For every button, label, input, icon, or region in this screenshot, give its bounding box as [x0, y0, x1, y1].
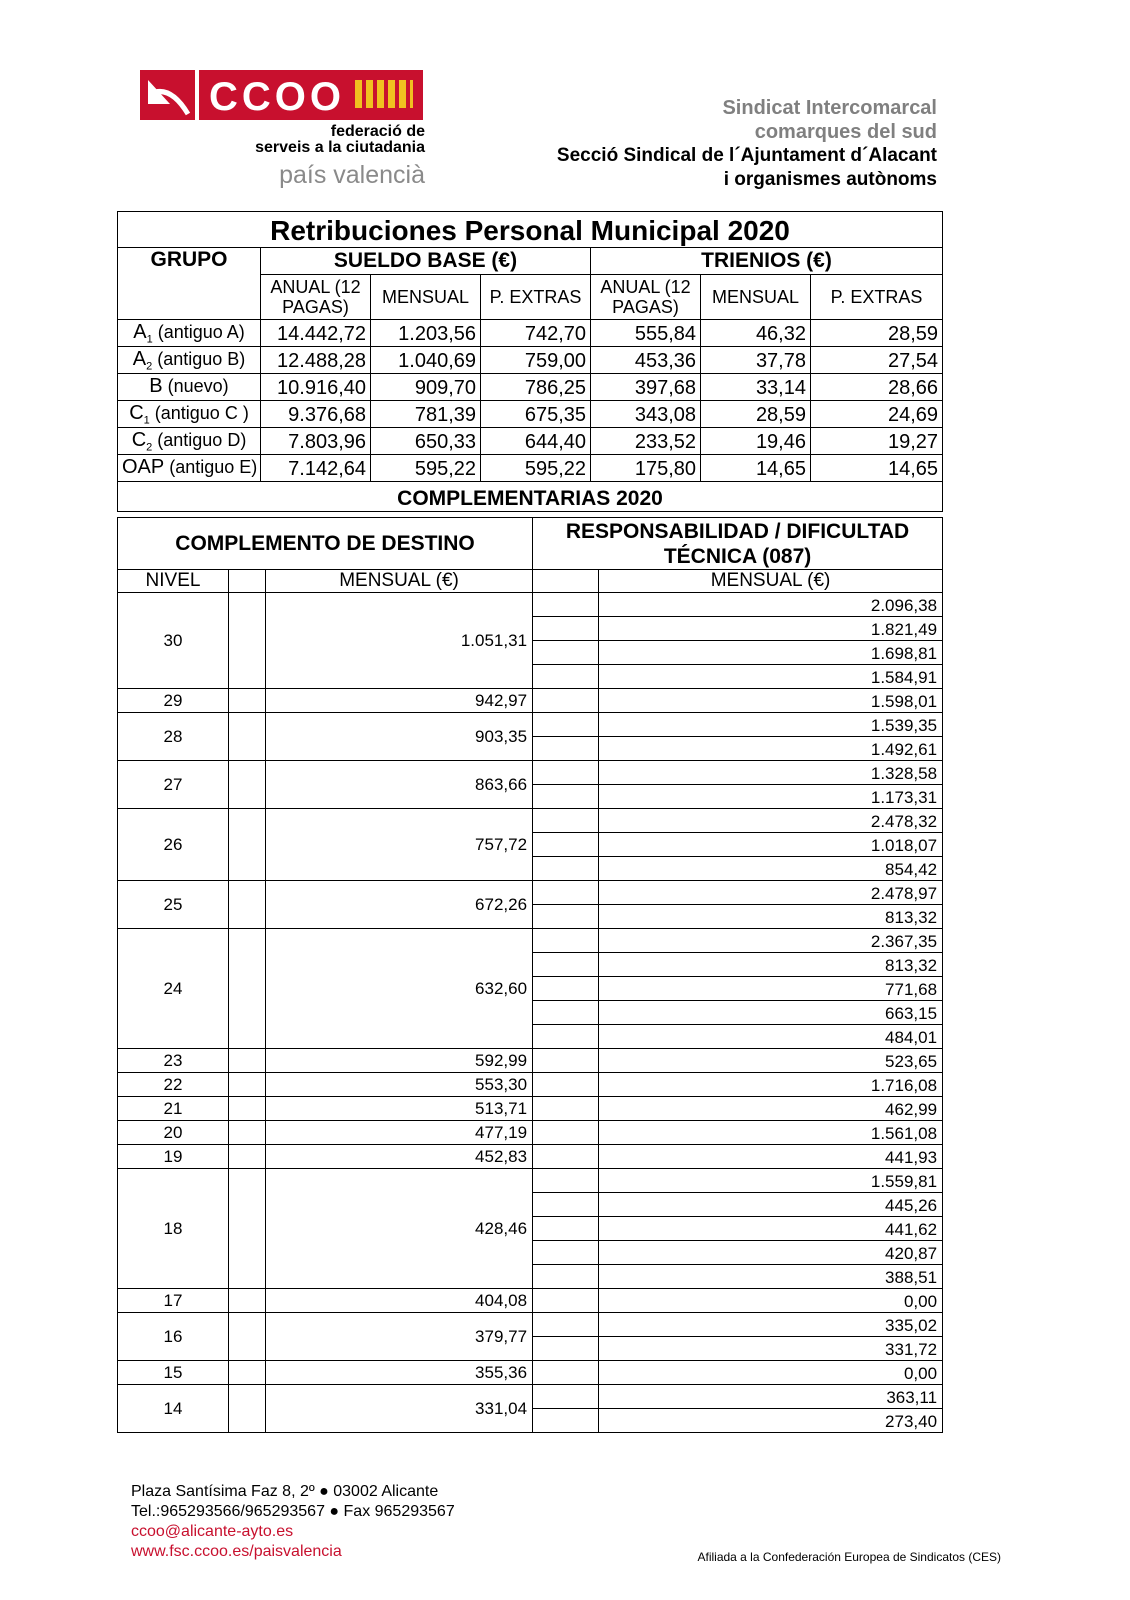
cell-s-extras: 595,22 [481, 455, 591, 482]
responsabilidad-mensual-cell: 1.698,81 [599, 641, 943, 665]
destino-mensual-cell: 553,30 [266, 1073, 533, 1097]
table-row [118, 401, 943, 428]
destino-mensual-cell: 942,97 [266, 689, 533, 713]
grupo-cell [118, 455, 261, 482]
grupo-subscript: 2 [146, 361, 153, 373]
responsabilidad-mensual-cell: 462,99 [599, 1097, 943, 1121]
cell-s-mensual: 1.203,56 [371, 320, 481, 347]
cell-s-extras: 644,40 [481, 428, 591, 455]
responsabilidad-mensual-cell: 2.096,38 [599, 593, 943, 617]
footer-affiliation: Afiliada a la Confederación Europea de Sindicatos (CES) [697, 1550, 1001, 1564]
blank-cell [533, 833, 599, 857]
cell-s-anual: 7.142,64 [261, 455, 371, 482]
responsabilidad-mensual-cell: 420,87 [599, 1241, 943, 1265]
responsabilidad-mensual-cell: 813,32 [599, 905, 943, 929]
grupo-cell [118, 347, 261, 374]
union-line3: Secció Sindical de l´Ajuntament d´Alacant [556, 145, 937, 166]
nivel-cell: 15 [118, 1361, 229, 1385]
blank-cell [229, 1097, 266, 1121]
cell-s-extras: 759,00 [481, 347, 591, 374]
blank-cell [533, 785, 599, 809]
grupo-note: (antiguo A) [152, 322, 245, 343]
union-line2: comarques del sud [754, 121, 937, 143]
responsabilidad-mensual-cell: 1.539,35 [599, 713, 943, 737]
logo-word: CCOO [209, 75, 345, 119]
blank-cell [229, 689, 266, 713]
table-row [118, 1049, 943, 1073]
blank-cell [533, 881, 599, 905]
responsabilidad-mensual-cell: 1.018,07 [599, 833, 943, 857]
sub-sueldo-extras: P. EXTRAS [481, 275, 591, 320]
cell-s-anual: 7.803,96 [261, 428, 371, 455]
responsabilidad-mensual-cell: 1.584,91 [599, 665, 943, 689]
blank-cell [229, 881, 266, 929]
cell-t-mensual: 46,32 [701, 320, 811, 347]
blank-cell [533, 713, 599, 737]
blank-cell [533, 1409, 599, 1433]
responsabilidad-mensual-cell: 1.598,01 [599, 689, 943, 713]
cell-t-extras: 14,65 [811, 455, 943, 482]
table-row [118, 761, 943, 785]
responsabilidad-mensual-cell: 1.559,81 [599, 1169, 943, 1193]
responsabilidad-mensual-cell: 335,02 [599, 1313, 943, 1337]
cell-s-anual: 12.488,28 [261, 347, 371, 374]
blank-cell [229, 713, 266, 761]
grupo-note: (antiguo D) [152, 430, 247, 451]
cell-s-mensual: 1.040,69 [371, 347, 481, 374]
blank-cell [229, 761, 266, 809]
destino-mensual-cell: 379,77 [266, 1313, 533, 1361]
grupo-code: C [129, 402, 144, 425]
grupo-note: (nuevo) [162, 376, 229, 397]
destino-mensual-cell: 477,19 [266, 1121, 533, 1145]
union-line1: Sindicat Intercomarcal [722, 97, 937, 119]
grupo-note: (antiguo C ) [149, 403, 249, 424]
blank-cell [533, 761, 599, 785]
nivel-cell: 22 [118, 1073, 229, 1097]
nivel-cell: 18 [118, 1169, 229, 1289]
cell-t-extras: 27,54 [811, 347, 943, 374]
table-row [118, 1313, 943, 1337]
blank-cell [533, 1289, 599, 1313]
blank-cell [533, 593, 599, 617]
grupo-note: (antiguo B) [152, 349, 246, 370]
cell-t-anual: 175,80 [591, 455, 701, 482]
nivel-cell: 17 [118, 1289, 229, 1313]
cell-t-anual: 453,36 [591, 347, 701, 374]
cell-t-mensual: 37,78 [701, 347, 811, 374]
blank-cell [229, 1289, 266, 1313]
responsabilidad-mensual-cell: 0,00 [599, 1289, 943, 1313]
destino-mensual-cell: 863,66 [266, 761, 533, 809]
responsabilidad-mensual-cell: 523,65 [599, 1049, 943, 1073]
cell-t-anual: 233,52 [591, 428, 701, 455]
cell-t-anual: 397,68 [591, 374, 701, 401]
cell-t-extras: 28,66 [811, 374, 943, 401]
cell-t-mensual: 33,14 [701, 374, 811, 401]
blank-cell [533, 1169, 599, 1193]
complementarias-title: COMPLEMENTARIAS 2020 [118, 482, 943, 512]
nivel-cell: 21 [118, 1097, 229, 1121]
table-row [118, 374, 943, 401]
col-trienios: TRIENIOS (€) [591, 248, 943, 275]
nivel-cell: 30 [118, 593, 229, 689]
blank-cell [229, 929, 266, 1049]
blank-cell [533, 1193, 599, 1217]
blank-cell [533, 1145, 599, 1169]
grupo-cell [118, 428, 261, 455]
table-row [118, 1145, 943, 1169]
responsabilidad-mensual-cell: 484,01 [599, 1025, 943, 1049]
responsabilidad-mensual-cell: 2.478,32 [599, 809, 943, 833]
complementarias-table [117, 517, 943, 1433]
col-mensual-destino: MENSUAL (€) [266, 570, 533, 593]
blank-cell [533, 929, 599, 953]
cell-t-extras: 24,69 [811, 401, 943, 428]
table-row [118, 455, 943, 482]
sub-trienios-extras: P. EXTRAS [811, 275, 943, 320]
table-row [118, 593, 943, 617]
cell-s-extras: 742,70 [481, 320, 591, 347]
table-row [118, 428, 943, 455]
table-row [118, 881, 943, 905]
responsabilidad-mensual-cell: 2.478,97 [599, 881, 943, 905]
cell-t-mensual: 28,59 [701, 401, 811, 428]
blank-cell [533, 809, 599, 833]
table-row [118, 929, 943, 953]
complementarias-rows [118, 593, 943, 1433]
nivel-cell: 29 [118, 689, 229, 713]
footer-phone: Tel.:965293566/965293567 ● Fax 965293567 [131, 1503, 455, 1520]
table-row [118, 1361, 943, 1385]
responsabilidad-mensual-cell: 663,15 [599, 1001, 943, 1025]
nivel-cell: 20 [118, 1121, 229, 1145]
table-row [118, 1385, 943, 1409]
blank-cell [533, 1073, 599, 1097]
retribuciones-rows [118, 320, 943, 482]
cell-t-extras: 28,59 [811, 320, 943, 347]
blank-cell [533, 1049, 599, 1073]
table-row [118, 347, 943, 374]
cell-s-anual: 10.916,40 [261, 374, 371, 401]
responsabilidad-mensual-cell: 445,26 [599, 1193, 943, 1217]
cell-t-mensual: 14,65 [701, 455, 811, 482]
table-row [118, 713, 943, 737]
table-row [118, 689, 943, 713]
destino-mensual-cell: 513,71 [266, 1097, 533, 1121]
destino-mensual-cell: 757,72 [266, 809, 533, 881]
nivel-cell: 26 [118, 809, 229, 881]
footer-email[interactable]: ccoo@alicante-ayto.es [131, 1523, 294, 1540]
table-row [118, 320, 943, 347]
blank-cell [229, 809, 266, 881]
responsabilidad-mensual-cell: 363,11 [599, 1385, 943, 1409]
blank-cell [229, 1049, 266, 1073]
union-header [557, 96, 937, 192]
cell-s-anual: 9.376,68 [261, 401, 371, 428]
col-nivel: NIVEL [118, 570, 229, 593]
region-name: país valencià [279, 161, 425, 189]
blank-cell [533, 905, 599, 929]
nivel-cell: 23 [118, 1049, 229, 1073]
cell-s-mensual: 781,39 [371, 401, 481, 428]
nivel-cell: 27 [118, 761, 229, 809]
blank-cell [533, 1001, 599, 1025]
grupo-subscript: 1 [146, 334, 153, 346]
federation-line1: federació de [330, 123, 425, 140]
ccoo-logo-mark [140, 70, 423, 120]
sub-trienios-anual: ANUAL (12 PAGAS) [591, 275, 701, 320]
ccoo-logo [140, 70, 425, 190]
blank-cell [229, 1385, 266, 1433]
destino-mensual-cell: 903,35 [266, 713, 533, 761]
table-row [118, 809, 943, 833]
nivel-cell: 24 [118, 929, 229, 1049]
blank-cell [533, 1313, 599, 1337]
responsabilidad-mensual-cell: 441,93 [599, 1145, 943, 1169]
blank-cell [229, 1073, 266, 1097]
responsabilidad-mensual-cell: 1.821,49 [599, 617, 943, 641]
responsabilidad-mensual-cell: 771,68 [599, 977, 943, 1001]
destino-mensual-cell: 672,26 [266, 881, 533, 929]
nivel-cell: 19 [118, 1145, 229, 1169]
table-row [118, 1097, 943, 1121]
col-grupo: GRUPO [118, 248, 261, 320]
responsabilidad-mensual-cell: 1.173,31 [599, 785, 943, 809]
responsabilidad-mensual-cell: 2.367,35 [599, 929, 943, 953]
blank-cell [533, 1121, 599, 1145]
blank-cell [229, 1169, 266, 1289]
table-title: Retribuciones Personal Municipal 2020 [118, 212, 943, 248]
nivel-cell: 28 [118, 713, 229, 761]
blank-cell [533, 1097, 599, 1121]
cell-s-mensual: 650,33 [371, 428, 481, 455]
blank-cell [533, 1265, 599, 1289]
destino-mensual-cell: 452,83 [266, 1145, 533, 1169]
col-blank [229, 570, 266, 593]
grupo-code: C [131, 429, 147, 452]
destino-mensual-cell: 1.051,31 [266, 593, 533, 689]
blank-cell [533, 617, 599, 641]
responsabilidad-mensual-cell: 331,72 [599, 1337, 943, 1361]
col-responsabilidad: RESPONSABILIDAD / DIFICULTAD TÉCNICA (087) [533, 518, 943, 570]
union-line4: i organismes autònoms [723, 169, 937, 190]
blank-cell [533, 689, 599, 713]
destino-mensual-cell: 592,99 [266, 1049, 533, 1073]
blank-cell [229, 1121, 266, 1145]
responsabilidad-mensual-cell: 1.561,08 [599, 1121, 943, 1145]
nivel-cell: 25 [118, 881, 229, 929]
grupo-cell [118, 374, 261, 401]
cell-s-anual: 14.442,72 [261, 320, 371, 347]
table-row [118, 1073, 943, 1097]
grupo-code: A [132, 348, 147, 371]
cell-t-extras: 19,27 [811, 428, 943, 455]
footer-contact [131, 1482, 455, 1562]
blank-cell [229, 1145, 266, 1169]
grupo-code: B [149, 375, 163, 398]
federation-line2: serveis a la ciutadania [255, 139, 425, 156]
table-row [118, 1169, 943, 1193]
table-row [118, 1289, 943, 1313]
blank-cell [533, 737, 599, 761]
blank-cell [229, 1361, 266, 1385]
cell-t-mensual: 19,46 [701, 428, 811, 455]
responsabilidad-mensual-cell: 0,00 [599, 1361, 943, 1385]
blank-cell [533, 1361, 599, 1385]
grupo-note: (antiguo E) [164, 457, 258, 478]
grupo-code: OAP [122, 456, 165, 479]
footer-address: Plaza Santísima Faz 8, 2º ● 03002 Alicante [131, 1483, 439, 1500]
col-complemento-destino: COMPLEMENTO DE DESTINO [118, 518, 533, 570]
grupo-subscript: 1 [143, 415, 150, 427]
responsabilidad-mensual-cell: 1.492,61 [599, 737, 943, 761]
nivel-cell: 14 [118, 1385, 229, 1433]
col-blank [533, 570, 599, 593]
blank-cell [229, 1313, 266, 1361]
responsabilidad-mensual-cell: 1.716,08 [599, 1073, 943, 1097]
grupo-code: A [133, 321, 147, 344]
cell-t-anual: 555,84 [591, 320, 701, 347]
responsabilidad-mensual-cell: 813,32 [599, 953, 943, 977]
blank-cell [229, 593, 266, 689]
cell-s-extras: 675,35 [481, 401, 591, 428]
destino-mensual-cell: 355,36 [266, 1361, 533, 1385]
blank-cell [533, 1217, 599, 1241]
col-mensual-responsabilidad: MENSUAL (€) [599, 570, 943, 593]
retribuciones-table [117, 211, 943, 512]
grupo-cell [118, 320, 261, 347]
cell-s-mensual: 595,22 [371, 455, 481, 482]
sub-trienios-mensual: MENSUAL [701, 275, 811, 320]
blank-cell [533, 1241, 599, 1265]
responsabilidad-mensual-cell: 388,51 [599, 1265, 943, 1289]
sub-sueldo-mensual: MENSUAL [371, 275, 481, 320]
responsabilidad-mensual-cell: 441,62 [599, 1217, 943, 1241]
footer-web[interactable]: www.fsc.ccoo.es/paisvalencia [131, 1543, 342, 1560]
destino-mensual-cell: 632,60 [266, 929, 533, 1049]
destino-mensual-cell: 331,04 [266, 1385, 533, 1433]
blank-cell [533, 1385, 599, 1409]
col-sueldo-base: SUELDO BASE (€) [261, 248, 591, 275]
blank-cell [533, 641, 599, 665]
blank-cell [533, 1025, 599, 1049]
responsabilidad-mensual-cell: 854,42 [599, 857, 943, 881]
blank-cell [533, 857, 599, 881]
responsabilidad-mensual-cell: 273,40 [599, 1409, 943, 1433]
cell-t-anual: 343,08 [591, 401, 701, 428]
blank-cell [533, 953, 599, 977]
blank-cell [533, 977, 599, 1001]
grupo-subscript: 2 [146, 442, 153, 454]
sub-sueldo-anual: ANUAL (12 PAGAS) [261, 275, 371, 320]
blank-cell [533, 665, 599, 689]
cell-s-extras: 786,25 [481, 374, 591, 401]
responsabilidad-mensual-cell: 1.328,58 [599, 761, 943, 785]
blank-cell [533, 1337, 599, 1361]
nivel-cell: 16 [118, 1313, 229, 1361]
table-row [118, 1121, 943, 1145]
grupo-cell [118, 401, 261, 428]
destino-mensual-cell: 404,08 [266, 1289, 533, 1313]
cell-s-mensual: 909,70 [371, 374, 481, 401]
destino-mensual-cell: 428,46 [266, 1169, 533, 1289]
